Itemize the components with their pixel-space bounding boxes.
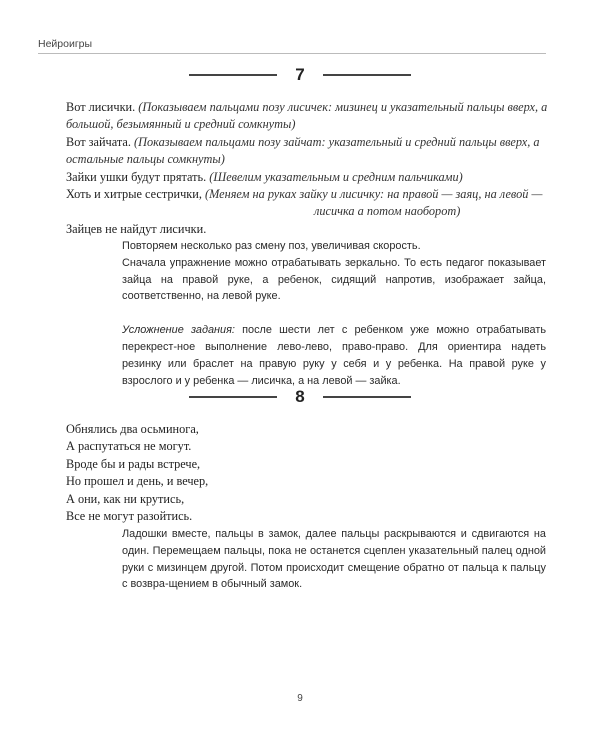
prose-paragraph: Повторяем несколько раз смену поз, увеличивая скорость. (122, 240, 421, 252)
heading-rule-right (323, 396, 411, 398)
poem-line: Вот лисички. (Показываем пальцами позу лисичек: мизинец и указательный пальцы вверх, а (66, 100, 548, 114)
poem-line: Зайки ушки будут прятать. (Шевелим указательным и средним пальчиками) (66, 169, 463, 184)
heading-rule-left (189, 74, 277, 76)
heading-rule-left (189, 396, 277, 398)
poem-line: Вроде бы и рады встрече, (66, 456, 201, 471)
section-7-prose (122, 238, 546, 389)
poem-line-cont: лисичка а потом наоборот) (314, 204, 461, 219)
header-rule (38, 53, 546, 54)
poem-line-cont: большой, безымянный и средний сомкнуты) (66, 117, 296, 132)
prose-paragraph: Усложнение задания: после шести лет с ребенком уже можно отрабатывать перекрест-ное выполнение лево-лево, право-право. Для ориентира надеть резинку или браслет на правую руку у себя и у ребенка. На правой руке у взрослого и у ребенка — лисичка, а на левой — зайка. (122, 324, 546, 387)
poem-line: А они, как ни крутись, (66, 491, 185, 506)
prose-paragraph: Ладошки вместе, пальцы в замок, далее пальцы раскрываются и сдвигаются на один. Перемещаем пальцы, пока не останется сцеплен указательный палец одной руки с мизинцем другой. Потом происходит смещение обратно от пальца к пальцу с возвра-щением в обычный замок. (122, 528, 546, 591)
poem-line: Вот зайчата. (Показываем пальцами позу зайчат: указательный и средний пальцы вверх, а (66, 134, 540, 149)
poem-line: Обнялись два осьминога, (66, 422, 199, 436)
running-title: Нейроигры (38, 38, 93, 50)
poem-line: Зайцев не найдут лисички. (66, 221, 207, 236)
section-8-poem (66, 421, 548, 525)
section-number: 7 (295, 65, 305, 84)
prose-paragraph: Сначала упражнение можно отрабатывать зеркально. То есть педагог показывает зайца на правой руке, а ребенок, сидящий напротив, изображает зайца, соответственно, на левой руке. (122, 256, 546, 303)
poem-line: Хоть и хитрые сестрички, (Меняем на руках зайку и лисичку: на правой — заяц, на левой — (66, 187, 543, 202)
section-number: 8 (295, 387, 305, 406)
poem-line: Но прошел и день, и вечер, (66, 474, 209, 489)
poem-line: А распутаться не могут. (66, 439, 192, 454)
section-7-heading (0, 63, 600, 87)
poem-line-cont: остальные пальцы сомкнуты) (66, 152, 225, 167)
section-7-poem (66, 99, 548, 238)
poem-line: Все не могут разойтись. (66, 509, 193, 524)
page-number: 9 (297, 693, 303, 704)
heading-rule-right (323, 74, 411, 76)
section-8-prose (122, 526, 546, 593)
section-8-heading (0, 385, 600, 409)
